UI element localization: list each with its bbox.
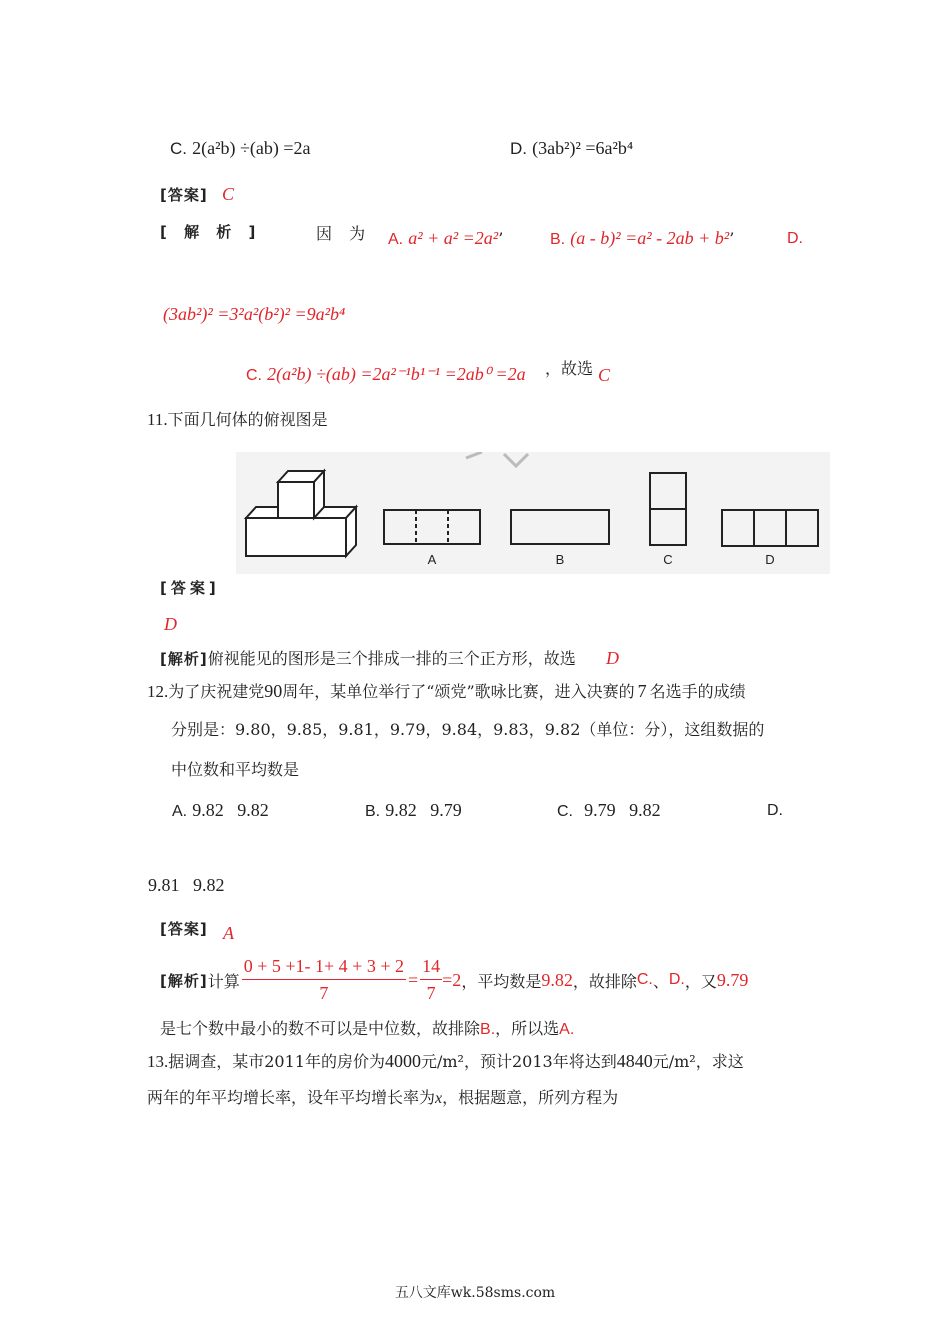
- q12-option-a-value: 9.82 9.82: [192, 800, 269, 820]
- q10-option-c-letter: C.: [170, 139, 187, 158]
- q11-analysis-label: [解析]: [160, 650, 208, 668]
- q12-option-a-letter: A.: [172, 803, 188, 820]
- q11-analysis: [160, 646, 576, 669]
- q12-option-b: [365, 800, 462, 821]
- figure-label-b: B: [555, 552, 565, 567]
- q11-figure: [236, 452, 830, 574]
- q12-answer: A: [223, 923, 234, 943]
- q10-option-d-letter: D.: [510, 139, 527, 158]
- q12-analysis-label: [解析]: [160, 971, 208, 990]
- q10-answer: C: [222, 184, 235, 204]
- q10-because: 因 为: [316, 224, 372, 243]
- q10-option-d: [510, 138, 633, 159]
- q12-result: =2: [442, 969, 462, 990]
- q12-final: A.: [559, 1021, 575, 1038]
- q10-step-c-letter: C.: [246, 367, 262, 384]
- q12-fraction-denominator: 7: [319, 983, 329, 1003]
- q12-sep: 、: [652, 971, 669, 991]
- q13-price1: 4000: [384, 1051, 421, 1071]
- q12-option-c: [557, 800, 661, 821]
- q12-equals: =: [408, 969, 419, 990]
- q10-option-d-expr: (3ab²)² =6a²b⁴: [532, 138, 634, 158]
- q13-line1-a: 据调查，某市2011年的房价为: [168, 1052, 385, 1071]
- q12-option-c-value: 9.79 9.82: [584, 800, 661, 820]
- q12-last-line: [160, 1016, 574, 1039]
- q13-number: 13.: [147, 1052, 169, 1071]
- q10-step-a-expr: a² + a² =2a²: [408, 228, 499, 248]
- q12-last-line-a: 是七个数中最小的数不可以是中位数，故排除: [160, 1019, 481, 1038]
- q10-conclusion-choice: C: [598, 365, 611, 385]
- q11-text: 下面几何体的俯视图是: [167, 410, 328, 429]
- q10-step-c: [246, 364, 526, 385]
- q13-line1-b: ，预计2013年将达到: [463, 1052, 617, 1071]
- q12-calc: 计算: [207, 971, 240, 991]
- q10-analysis-label: [ 解 析 ]: [160, 223, 262, 241]
- q11-analysis-text: 俯视能见的图形是三个排成一排的三个正方形，故选: [207, 649, 576, 668]
- figure-label-a: A: [427, 552, 437, 567]
- q13-unit-2: 元/m²: [652, 1052, 696, 1071]
- q13-line2-a: 两年的年平均增长率，设年平均增长率为: [147, 1088, 436, 1107]
- q10-step-a-letter: A.: [388, 231, 404, 248]
- q12-option-b-value: 9.82 9.79: [385, 800, 462, 820]
- q12-number: 12.: [147, 682, 169, 701]
- q12-fraction: [242, 956, 406, 1004]
- q13-line2: [147, 1085, 618, 1108]
- q12-line1-c: 名选手的成绩: [649, 682, 746, 701]
- q12-exclude-text: ，故排除: [572, 971, 637, 991]
- q10-step-b: B. (a - b)² =a² - 2ab + b²’: [550, 228, 735, 248]
- q11-number: 11.: [147, 410, 168, 429]
- q12-option-d-letter: D.: [767, 802, 783, 819]
- q12-line1-a: 为了庆祝建党: [168, 682, 265, 701]
- q10-option-c-expr: 2(a²b) ÷(ab) =2a: [192, 138, 311, 158]
- q12-exclude-d: D.: [668, 971, 685, 988]
- q12-analysis: [160, 952, 748, 1008]
- q13-line2-b: ，根据题意，所列方程为: [442, 1088, 619, 1107]
- q11-answer: D: [164, 614, 177, 634]
- q12-option-b-letter: B.: [365, 803, 381, 820]
- q12-option-c-letter: C.: [557, 803, 573, 820]
- q12-line2: 分别是：9.80，9.85，9.81，9.79，9.84，9.83，9.82（单位：分），这组数据的: [171, 720, 765, 739]
- q12-fraction-2-denominator: 7: [426, 983, 436, 1003]
- q12-line1-num: 90: [264, 681, 283, 701]
- q12-also-value: 9.79: [716, 969, 749, 990]
- q13-price2: 4840: [616, 1051, 653, 1071]
- q10-answer-label: [答案]: [160, 186, 208, 204]
- q13-unit-1: 元/m²: [420, 1052, 464, 1071]
- q12-exclude-c: C.: [636, 971, 653, 988]
- q12-line1-b: 周年，某单位举行了“颂党”歌咏比赛，进入决赛的: [282, 682, 635, 701]
- footer: 五八文库wk.58sms.com: [394, 1285, 556, 1301]
- q10-step-d-letter: D.: [787, 230, 803, 247]
- q10-step-d-expr: (3ab²)² =3²a²(b²)² =9a²b⁴: [163, 304, 346, 324]
- q12-option-d-value: 9.81 9.82: [148, 875, 225, 895]
- q10-step-b-expr: (a - b)² =a² - 2ab + b²: [570, 228, 730, 248]
- q10-step-b-letter: B.: [550, 231, 566, 248]
- figure-label-d: D: [765, 552, 775, 567]
- q13-var: x: [435, 1090, 443, 1107]
- q12-last-line-b: ，所以选: [495, 1019, 560, 1038]
- figure-label-c: C: [663, 552, 673, 567]
- q13-line1: [147, 1049, 744, 1072]
- q12-line3: 中位数和平均数是: [171, 760, 300, 779]
- q12-answer-label: [答案]: [160, 920, 208, 938]
- q11-question: [147, 407, 328, 430]
- q12-fraction-2-numerator: 14: [420, 956, 442, 980]
- q10-step-a: A. a² + a² =2a²’: [388, 228, 504, 248]
- q11-analysis-choice: D: [606, 648, 619, 668]
- q12-option-a: [172, 800, 269, 821]
- q10-step-c-expr: 2(a²b) ÷(ab) =2a²⁻¹b¹⁻¹ =2ab⁰ =2a: [267, 364, 526, 384]
- q12-also: ，又: [684, 971, 717, 991]
- q10-conclusion: ，故选: [545, 359, 594, 378]
- q12-avg-text: ，平均数是: [461, 971, 542, 991]
- q12-exclude-b: B.: [480, 1021, 496, 1038]
- q12-fraction-numerator: 0 + 5 +1- 1+ 4 + 3 + 2: [242, 956, 406, 980]
- q12-line1: [147, 679, 746, 702]
- q12-fraction-2: [420, 956, 442, 1004]
- q11-answer-label: [答案]: [160, 579, 220, 597]
- q13-line1-c: ，求这: [695, 1052, 744, 1071]
- q12-line1-num2: 7: [637, 681, 647, 701]
- q12-avg-value: 9.82: [541, 969, 573, 990]
- q10-option-c: [170, 138, 310, 159]
